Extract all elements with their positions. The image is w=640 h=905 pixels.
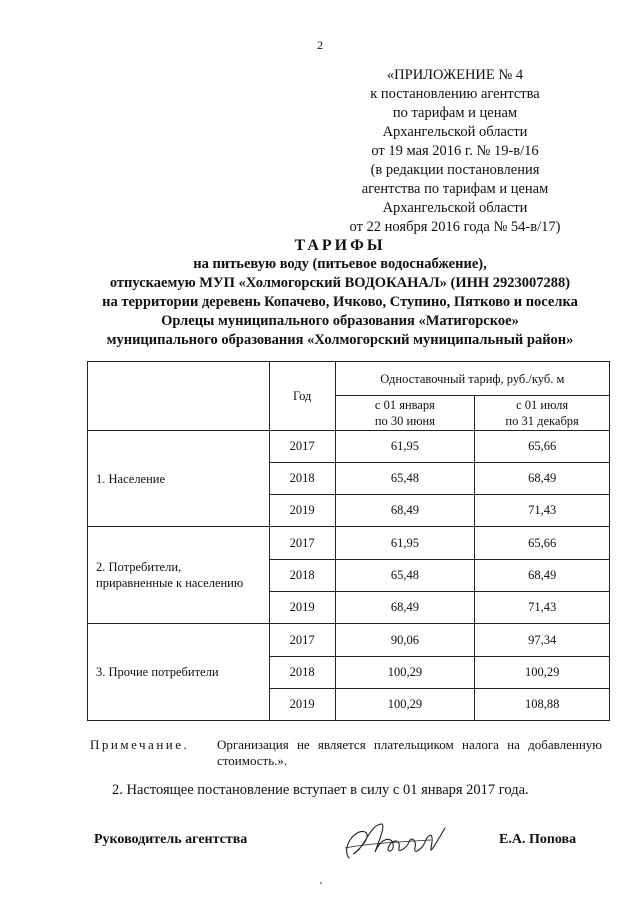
appendix-line: агентства по тарифам и ценам [361,181,549,197]
page-number: 2 [317,38,323,52]
tariff-cell: 65,66 [475,431,610,463]
tariff-cell: 68,49 [475,560,610,592]
tariff-cell: 90,06 [335,624,475,657]
year-cell: 2019 [269,689,335,721]
appendix-line: (в редакции постановления [370,162,540,178]
title-line: Орлецы муниципального образования «Матигорское» [161,313,519,329]
header-period-2-text: с 01 июля по 31 декабря [505,398,579,428]
appendix-header [330,66,580,237]
category-label: 2. Потребители, приравненные к населению [96,560,244,590]
tariff-cell: 65,48 [335,560,475,592]
appendix-line: по тарифам и ценам [392,105,518,121]
tariff-cell: 100,29 [475,657,610,689]
tariff-cell: 108,88 [475,689,610,721]
tariff-cell: 97,34 [475,624,610,657]
table-row [88,624,610,657]
tariff-cell: 68,49 [335,592,475,624]
title-line: на питьевую воду (питьевое водоснабжение), [193,256,487,272]
header-period-2 [475,396,610,431]
year-cell: 2018 [269,657,335,689]
header-tariff: Одноставочный тариф, руб./куб. м [335,362,609,396]
tariff-table [87,361,610,721]
header-category [88,362,270,431]
table-row [88,431,610,463]
appendix-line: «ПРИЛОЖЕНИЕ № 4 [386,67,524,83]
appendix-line: Архангельской области [382,124,528,140]
title-heading: ТАРИФЫ [294,237,386,254]
title-line: отпускаемую МУП «Холмогорский ВОДОКАНАЛ» (ИНН 2923007288) [109,275,571,291]
year-cell: 2019 [269,592,335,624]
category-cell [88,624,270,721]
tariff-cell: 68,49 [475,463,610,495]
appendix-line: от 19 мая 2016 г. № 19-в/16 [371,143,539,159]
scan-speck [320,882,322,884]
category-label: 3. Прочие потребители [96,665,219,679]
category-cell [88,527,270,624]
tariff-cell: 71,43 [475,495,610,527]
year-cell: 2018 [269,560,335,592]
tariff-cell: 65,66 [475,527,610,560]
title-line: муниципального образования «Холмогорский муниципальный район» [106,332,574,348]
year-cell: 2019 [269,495,335,527]
category-cell [88,431,270,527]
document-title [40,236,640,350]
category-label: 1. Население [96,471,166,486]
header-period-1-text: с 01 января по 30 июня [374,398,435,428]
header-year: Год [269,362,335,431]
tariff-cell: 71,43 [475,592,610,624]
appendix-line: Архангельской области [382,200,528,216]
year-cell: 2017 [269,527,335,560]
tariff-cell: 65,48 [335,463,475,495]
appendix-line: от 22 ноября 2016 года № 54-в/17) [349,219,561,235]
handwritten-signature [335,818,455,866]
tariff-cell: 61,95 [335,527,475,560]
year-cell: 2018 [269,463,335,495]
year-cell: 2017 [269,624,335,657]
table-row [88,527,610,560]
title-line: на территории деревень Копачево, Ичково, Ступино, Пятково и поселка [102,294,578,310]
year-cell: 2017 [269,431,335,463]
note-text: Организация не является плательщиком налога на добавленную стоимость.». [217,737,602,768]
header-period-1 [335,396,475,431]
signatory-name: Е.А. Попова [499,832,577,847]
note-label: Примечание. [90,737,190,752]
appendix-line: к постановлению агентства [370,86,540,102]
tariff-cell: 100,29 [335,657,475,689]
signatory-position: Руководитель агентства [94,832,248,847]
tariff-cell: 68,49 [335,495,475,527]
tariff-cell: 61,95 [335,431,475,463]
tariff-cell: 100,29 [335,689,475,721]
decree-paragraph: 2. Настоящее постановление вступает в силу с 01 января 2017 года. [112,782,529,798]
